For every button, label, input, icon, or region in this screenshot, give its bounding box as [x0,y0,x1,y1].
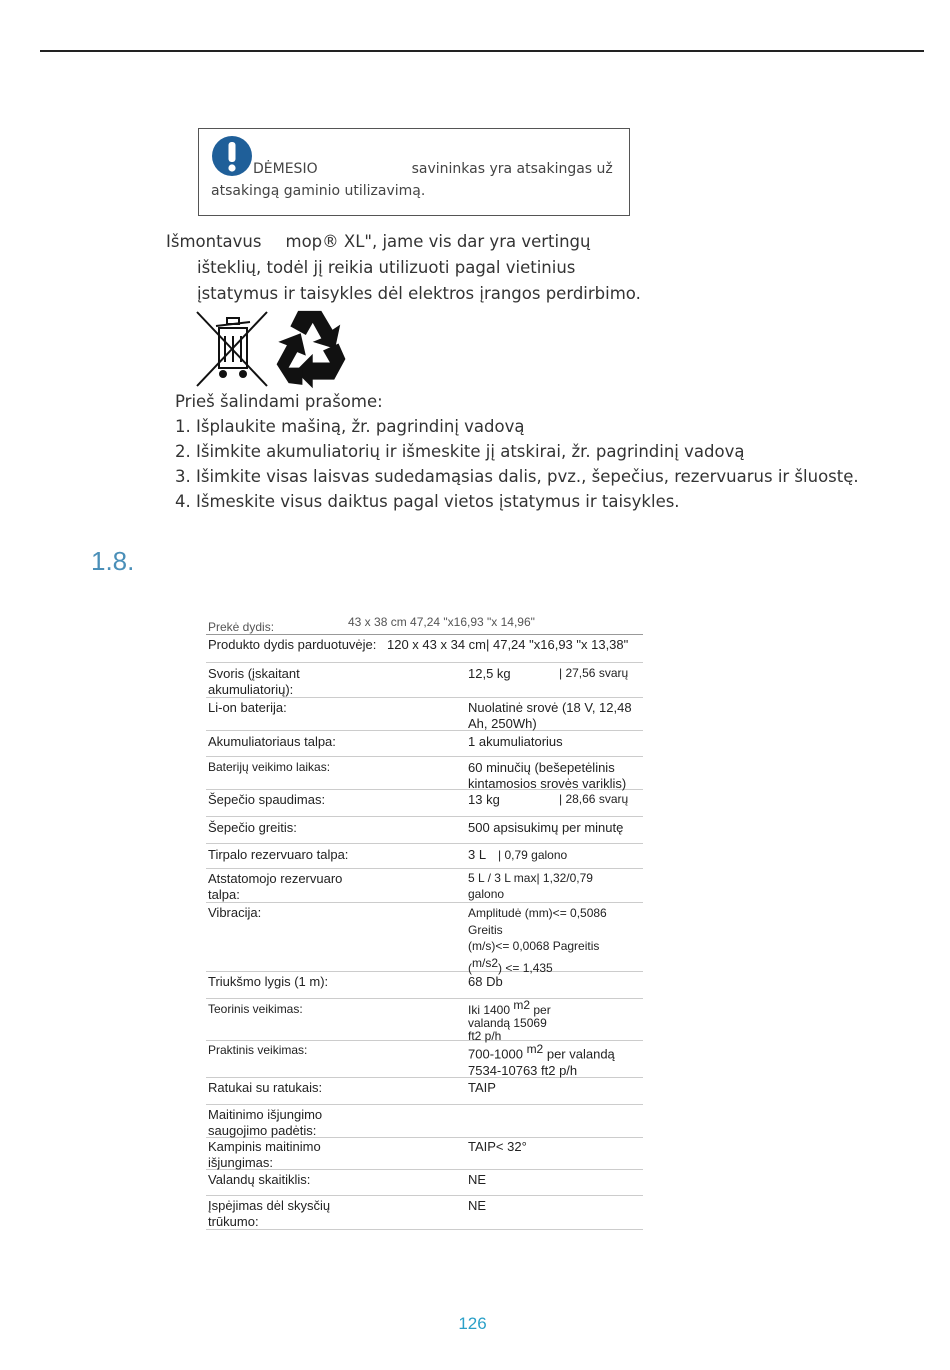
spec-key: Valandų skaitiklis: [208,1172,311,1187]
disposal-line-3: įstatymus ir taisykles dėl elektros įrangos perdirbimo. [197,284,641,303]
spec-value: 60 minučių (bešepetėlinis kintamosios srovės variklis) [468,760,627,791]
spec-value: 120 x 43 x 34 cm| 47,24 "x16,93 "x 13,38" [387,637,629,652]
disposal-steps-list [175,417,859,517]
table-row [206,1041,643,1078]
spec-key: Ratukai su ratukais: [208,1080,323,1095]
spec-key: Maitinimo išjungimo saugojimo padėtis: [208,1107,323,1138]
table-row [206,1196,643,1230]
spec-value: TAIP [468,1080,496,1095]
table-row [206,634,643,663]
spec-key: Teorinis veikimas: [208,1002,303,1016]
steps-intro: Prieš šalindami prašome: [175,392,383,411]
spec-value: 700-1000 $^{m2}$ per valandą 7534-10763 ft2 p/h [468,1042,615,1079]
table-row [206,663,643,698]
disposal-line-1b: mop® XL", jame vis dar yra vertingų [285,232,591,251]
header-rule [40,50,924,52]
table-row [206,614,643,635]
spec-key: Atstatomojo rezervuaro talpa: [208,871,343,902]
spec-value-alt: | 27,56 svarų [559,666,629,680]
spec-value-alt: | 0,79 galono [498,848,568,862]
spec-value: NE [468,1172,487,1187]
notice-text-2: atsakingą gaminio utilizavimą. [211,183,426,199]
table-row [206,999,643,1041]
spec-value: 1 akumuliatorius [468,734,563,749]
table-row [206,1105,643,1138]
table-row [206,698,643,731]
warning-notice [198,128,630,216]
spec-key: Triukšmo lygis (1 m): [208,974,329,989]
spec-key: Vibracija: [208,905,262,920]
notice-line-1 [253,161,613,177]
spec-key: Įspėjimas dėl skysčių trūkumo: [208,1198,331,1229]
table-row [206,1138,643,1170]
section-number: 1.8. [91,546,135,576]
list-item: 2. Išimkite akumuliatorių ir išmeskite jį atskirai, žr. pagrindinį vadovą [175,442,745,461]
spec-value: NE [468,1198,487,1213]
spec-key: Kampinis maitinimo išjungimas: [208,1139,321,1170]
spec-value: 500 apsisukimų per minutę [468,820,624,835]
table-row [206,869,643,903]
list-item: 1. Išplaukite mašiną, žr. pagrindinį vadovą [175,417,525,436]
table-row [206,972,643,999]
table-row [206,817,643,844]
spec-key: Li-on baterija: [208,700,287,715]
spec-key: Tirpalo rezervuaro talpa: [208,847,349,862]
table-row [206,1078,643,1105]
table-row [206,790,643,817]
spec-value: Nuolatinė srovė (18 V, 12,48 Ah, 250Wh) [468,700,632,731]
spec-value: 5 L / 3 L max| 1,32/0,79 galono [468,871,593,901]
spec-key: Šepečio greitis: [208,820,297,835]
table-row [206,844,643,869]
notice-text-1: savininkas yra atsakingas už [411,161,613,177]
crossed-out-bin-icon [195,310,269,388]
spec-key: Praktinis veikimas: [208,1043,308,1057]
spec-value: 43 x 38 cm 47,24 "x16,93 "x 14,96" [348,615,535,629]
disposal-line-2: išteklių, todėl jį reikia utilizuoti pagal vietinius [197,258,576,277]
page-number: 126 [458,1314,487,1333]
table-row [206,903,643,975]
table-row [206,1170,643,1196]
spec-value-alt: | 28,66 svarų [559,792,629,806]
spec-key: Produkto dydis parduotuvėje: [208,637,377,652]
spec-key: Prekė dydis: [208,620,275,634]
spec-value: 13 kg [468,792,500,807]
notice-label: DĖMESIO [253,161,318,177]
spec-key: Šepečio spaudimas: [208,792,326,807]
table-row [206,757,643,790]
table-row [206,731,643,757]
spec-value: TAIP< 32° [468,1139,527,1154]
spec-value: Iki 1400 $^{m2}$ per valandą 15069 ft2 p/h [468,998,551,1043]
disposal-line-1a: Išmontavus [166,232,262,251]
list-item: 3. Išimkite visas laisvas sudedamąsias dalis, pvz., šepečius, rezervuarus ir šluostę. [175,467,859,486]
warning-exclamation-icon [211,135,253,177]
list-item: 4. Išmeskite visus daiktus pagal vietos įstatymus ir taisykles. [175,492,680,511]
disposal-line-1 [166,232,590,252]
spec-value: Amplitudė (mm)<= 0,5086 Greitis (m/s)<= 0,0068 Pagreitis ($^{m/s2}$) <= 1,435 [468,906,607,975]
spec-key: Svoris (įskaitant akumuliatorių): [208,666,300,697]
spec-value: 68 Db [468,974,503,989]
spec-key: Akumuliatoriaus talpa: [208,734,336,749]
recycle-icon [268,304,354,390]
spec-key: Baterijų veikimo laikas: [208,760,331,774]
spec-value: 12,5 kg [468,666,511,681]
spec-value: 3 L [468,847,487,862]
